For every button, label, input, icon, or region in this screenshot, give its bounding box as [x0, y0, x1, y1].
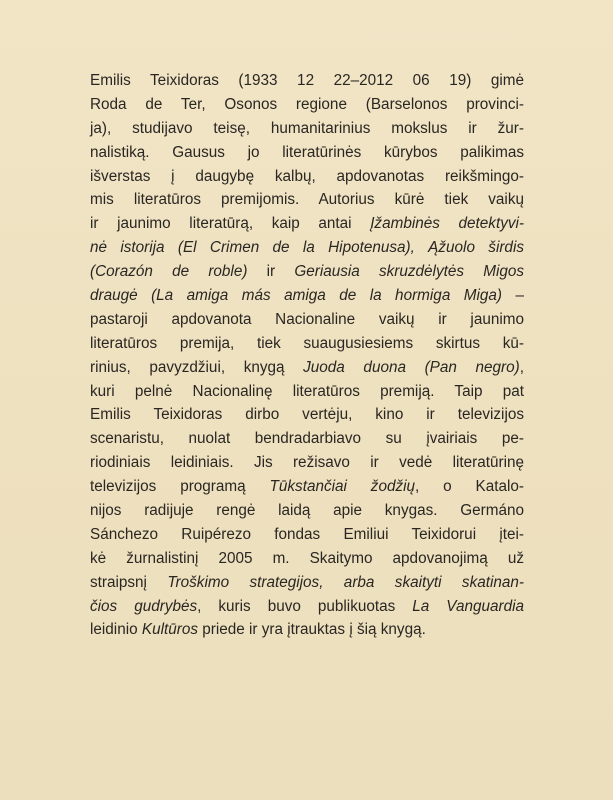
body-text: riodiniais leidiniais. Jis režisavo ir vedė literatūrinę — [90, 454, 524, 472]
text-line — [90, 212, 524, 236]
body-text: Roda de Ter, Osonos regione (Barselonos provinci- — [90, 95, 524, 113]
italic-title-text: Troškimo strategijos, arba skaityti skatinan- — [167, 573, 524, 591]
text-line — [90, 427, 524, 451]
italic-title-text: Įžambinės detektyvi- — [370, 215, 524, 233]
author-biography — [90, 69, 524, 642]
italic-title-text: Geriausia skruzdėlytės Migos — [294, 263, 525, 281]
italic-title-text: čios gudrybės — [90, 597, 198, 615]
italic-title-text: (Corazón de roble) — [90, 263, 248, 281]
body-text: kė žurnalistinį 2005 m. Skaitymo apdovanojimą už — [90, 549, 524, 567]
body-text: televizijos programą — [90, 478, 270, 496]
body-text: rinius, pavyzdžiui, knygą — [90, 358, 304, 376]
text-line — [90, 188, 524, 212]
text-line — [90, 284, 524, 308]
body-text: priede ir yra įtrauktas į šią knygą. — [198, 621, 426, 639]
italic-title-text: La Vanguardia — [412, 597, 524, 615]
text-line — [90, 141, 524, 165]
body-text: kuri pelnė Nacionalinę literatūros premiją. Taip pat — [90, 382, 524, 400]
body-text: Emilis Teixidoras (1933 12 22–2012 06 19) gimė — [90, 72, 524, 89]
text-line — [90, 165, 524, 189]
text-line — [90, 451, 524, 475]
text-line — [90, 69, 524, 93]
text-line — [90, 93, 524, 117]
italic-title-text: nė istorija (El Crimen de la Hipotenusa), Ąžuolo širdis — [90, 239, 524, 257]
text-line — [90, 475, 524, 499]
body-text: ir jaunimo literatūrą, kaip antai — [90, 215, 371, 233]
body-text: pastaroji apdovanota Nacionaline vaikų ir jaunimo — [90, 310, 524, 328]
text-line — [90, 499, 524, 523]
text-line — [90, 308, 524, 332]
text-line — [90, 260, 524, 284]
body-text: , o Katalo- — [415, 478, 524, 496]
text-line — [90, 117, 524, 141]
body-text: leidinio — [90, 621, 142, 639]
body-text: straipsnį — [90, 573, 168, 591]
body-text: – — [502, 287, 524, 305]
body-text: Emilis Teixidoras dirbo vertėju, kino ir televizijos — [90, 406, 524, 424]
body-text: nijos radijuje rengė laidą apie knygas. Germáno — [90, 502, 524, 520]
text-line — [90, 618, 524, 642]
italic-title-text: Tūkstančiai žodžių — [269, 478, 416, 496]
text-line — [90, 236, 524, 260]
body-text: mis literatūros premijomis. Autorius kūrė tiek vaikų — [90, 191, 524, 209]
italic-title-text: Kultūros — [141, 621, 198, 639]
italic-title-text: draugė (La amiga más amiga de la hormiga Miga) — [90, 287, 503, 305]
italic-title-text: Juoda duona (Pan negro) — [303, 358, 520, 376]
text-line — [90, 571, 524, 595]
body-text: , kuris buvo publikuotas — [197, 597, 413, 615]
text-line — [90, 595, 524, 619]
body-text: Sánchezo Ruipérezo fondas Emiliui Teixidorui įtei- — [90, 525, 524, 543]
body-text: nalistiką. Gausus jo literatūrinės kūrybos palikimas — [90, 143, 524, 161]
body-text: , — [519, 358, 524, 376]
text-line — [90, 403, 524, 427]
text-line — [90, 547, 524, 571]
body-text: ja), studijavo teisę, humanitarinius mokslus ir žur- — [90, 119, 524, 137]
body-text: scenaristu, nuolat bendradarbiavo su įvairiais pe- — [90, 430, 524, 448]
text-line — [90, 523, 524, 547]
body-text: literatūros premija, tiek suaugusiesiems skirtus kū- — [90, 334, 524, 352]
text-line — [90, 380, 524, 404]
text-line — [90, 332, 524, 356]
text-line — [90, 356, 524, 380]
body-text: ir — [247, 263, 295, 281]
body-text: išverstas į daugybę kalbų, apdovanotas reikšmingo- — [90, 167, 524, 185]
